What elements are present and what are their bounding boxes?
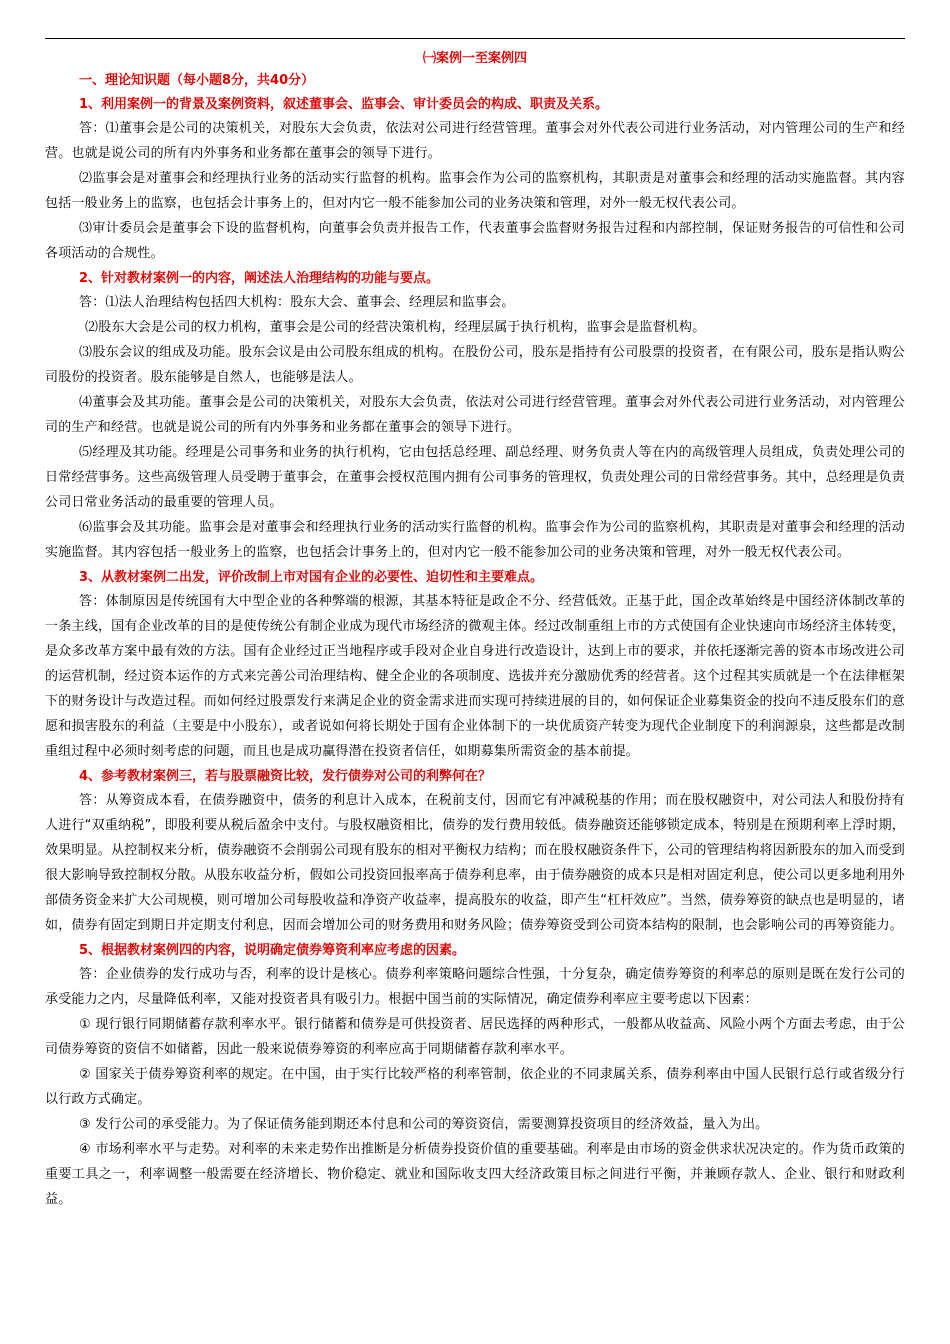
answer-paragraph: ⑶审计委员会是董事会下设的监督机构，向董事会负责并报告工作，代表董事会监督财务报告过程和内部控制，保证财务报告的可信性和公司各项活动的合规性。 (45, 221, 905, 261)
question-heading: 5、根据教材案例四的内容，说明确定债券筹资利率应考虑的因素。 (79, 943, 466, 958)
answer-paragraph: 答：从筹资成本看，在债券融资中，债务的利息计入成本，在税前支付，因而它有冲减税基的作用；而在股权融资中，对公司法人和股份持有人进行“双重纳税”，即股利要从税后盈余中支付。与股权融资相比，债券的发行费用较低。债券融资还能够锁定成本，特别是在预期利率上浮时期，效果明显。从控制权来分析，债券融资不会削弱公司现有股东的相对平衡权力结构；而在股权融资条件下，公司的管理结构将因新股东的加入而受到很大影响导致控制权分散。从股东收益分析，假如公司投资回报率高于债券利息率，由于债券融资的成本只是相对固定利息，使公司以更多地利用外部债务资金来扩大公司规模，则可增加公司每股收益和净资产收益率，提高股东的收益，即产生“杠杆效应”。当然，债券筹资的缺点也是明显的，诸如，债券有固定到期日并定期支付利息，因而会增加公司的财务费用和财务风险；债券筹资受到公司资本结构的限制，也会影响公司的再筹资能力。 (45, 793, 905, 933)
question-heading: 2、针对教材案例一的内容，阐述法人治理结构的功能与要点。 (79, 271, 440, 286)
answer-paragraph: ② 国家关于债券筹资利率的规定。在中国，由于实行比较严格的利率管制，依企业的不同隶属关系，债券利率由中国人民银行总行或省级分行以行政方式确定。 (45, 1067, 905, 1107)
answer-paragraph: ⑸经理及其功能。经理是公司事务和业务的执行机构，它由包括总经理、副总经理、财务负责人等在内的高级管理人员组成，负责处理公司的日常经营事务。这些高级管理人员受聘于董事会，在董事会授权范围内拥有公司事务的管理权，负责处理公司的日常经营事务。其中，总经理是负责公司日常业务活动的最重要的管理人员。 (45, 445, 905, 510)
question-block-3 (45, 567, 905, 764)
answer-paragraph: ③ 发行公司的承受能力。为了保证债务能到期还本付息和公司的筹资资信，需要测算投资项目的经济效益，量入为出。 (79, 1117, 769, 1132)
question-block-4 (45, 766, 905, 938)
header-rule (45, 38, 905, 39)
answer-paragraph: ⑹监事会及其功能。监事会是对董事会和经理执行业务的活动实行监督的机构。监事会作为公司的监察机构，其职责是对董事会和经理的活动实施监督。其内容包括一般业务上的监察，也包括会计事务上的，但对内它一般不能参加公司的业务决策和管理，对外一般无权代表公司。 (45, 520, 905, 560)
question-heading: 3、从教材案例二出发，评价改制上市对国有企业的必要性、迫切性和主要难点。 (79, 570, 544, 585)
answer-paragraph: ① 现行银行同期储蓄存款利率水平。银行储蓄和债券是可供投资者、居民选择的两种形式，一般都从收益高、风险小两个方面去考虑，由于公司债券筹资的资信不如储蓄，因此一般来说债券筹资的利率应高于同期储蓄存款利率水平。 (45, 1017, 905, 1057)
answer-paragraph: ⑵监事会是对董事会和经理执行业务的活动实行监督的机构。监事会作为公司的监察机构，其职责是对董事会和经理的活动实施监督。其内容包括一般业务上的监察，也包括会计事务上的，但对内它一般不能参加公司的业务决策和管理，对外一般无权代表公司。 (45, 171, 905, 211)
document-body (45, 48, 905, 1212)
answer-paragraph: 答：⑴法人治理结构包括四大机构：股东大会、董事会、经理层和监事会。 (79, 295, 515, 310)
question-block-2 (45, 268, 905, 565)
answer-paragraph: 答：企业债券的发行成功与否，利率的设计是核心。债券利率策略问题综合性强，十分复杂，确定债券筹资的利率总的原则是既在发行公司的承受能力之内，尽量降低利率，又能对投资者具有吸引力。根据中国当前的实际情况，确定债券利率应主要考虑以下因素： (45, 967, 905, 1007)
answer-paragraph: ④ 市场利率水平与走势。对利率的未来走势作出推断是分析债券投资价值的重要基础。利率是由市场的资金供求状况决定的。作为货币政策的重要工具之一，利率调整一般需要在经济增长、物价稳定、就业和国际收支四大经济政策目标之间进行平衡，并兼顾存款人、企业、银行和财政利益。 (45, 1142, 905, 1207)
question-block-5 (45, 940, 905, 1212)
question-block-1 (45, 94, 905, 266)
document-title: ㈠案例一至案例四 (422, 51, 527, 66)
question-heading: 4、参考教材案例三，若与股票融资比较，发行债券对公司的利弊何在？ (79, 769, 492, 784)
answer-paragraph: 答：⑴董事会是公司的决策机关，对股东大会负责，依法对公司进行经营管理。董事会对外代表公司进行业务活动，对内管理公司的生产和经营。也就是说公司的所有内外事务和业务都在董事会的领导下进行。 (45, 121, 905, 161)
answer-paragraph: ⑷董事会及其功能。董事会是公司的决策机关，对股东大会负责，依法对公司进行经营管理。董事会对外代表公司进行业务活动，对内管理公司的生产和经营。也就是说公司的所有内外事务和业务都在董事会的领导下进行。 (45, 395, 905, 435)
answer-paragraph: ⑵股东大会是公司的权力机构，董事会是公司的经营决策机构，经理层属于执行机构，监事会是监督机构。 (85, 320, 706, 335)
section-heading: 一、理论知识题（每小题8分，共40分） (79, 73, 315, 88)
question-heading: 1、利用案例一的背景及案例资料，叙述董事会、监事会、审计委员会的构成、职责及关系。 (79, 97, 609, 112)
answer-paragraph: ⑶股东会议的组成及功能。股东会议是由公司股东组成的机构。在股份公司，股东是指持有公司股票的投资者，在有限公司，股东是指认购公司股份的投资者。股东能够是自然人，也能够是法人。 (45, 345, 905, 385)
answer-paragraph: 答：体制原因是传统国有大中型企业的各种弊端的根源，其基本特征是政企不分、经营低效。正基于此，国企改革始终是中国经济体制改革的一条主线，国有企业改革的目的是使传统公有制企业成为现代市场经济的微观主体。经过改制重组上市的方式使国有企业快速向市场经济主体转变，是众多改革方案中最有效的方法。国有企业经过正当地程序或手段对企业自身进行改造设计，达到上市的要求，并依托逐渐完善的资本市场改进公司的运营机制，经过资本运作的方式来完善公司治理结构、健全企业的各项制度、选拔并充分激励优秀的经营者。这个过程其实质就是一个在法律框架下的财务设计与改造过程。而如何经过股票发行来满足企业的资金需求进而实现可持续进展的目的，如何保证企业募集资金的投向不违反股东们的意愿和损害股东的利益（主要是中小股东），或者说如何将长期处于国有企业体制下的一块优质资产转变为现代企业制度下的利润源泉，这些都是改制重组过程中必须时刻考虑的问题，而且也是成功赢得潜在投资者信任，如期募集所需资金的基本前提。 (45, 594, 905, 759)
